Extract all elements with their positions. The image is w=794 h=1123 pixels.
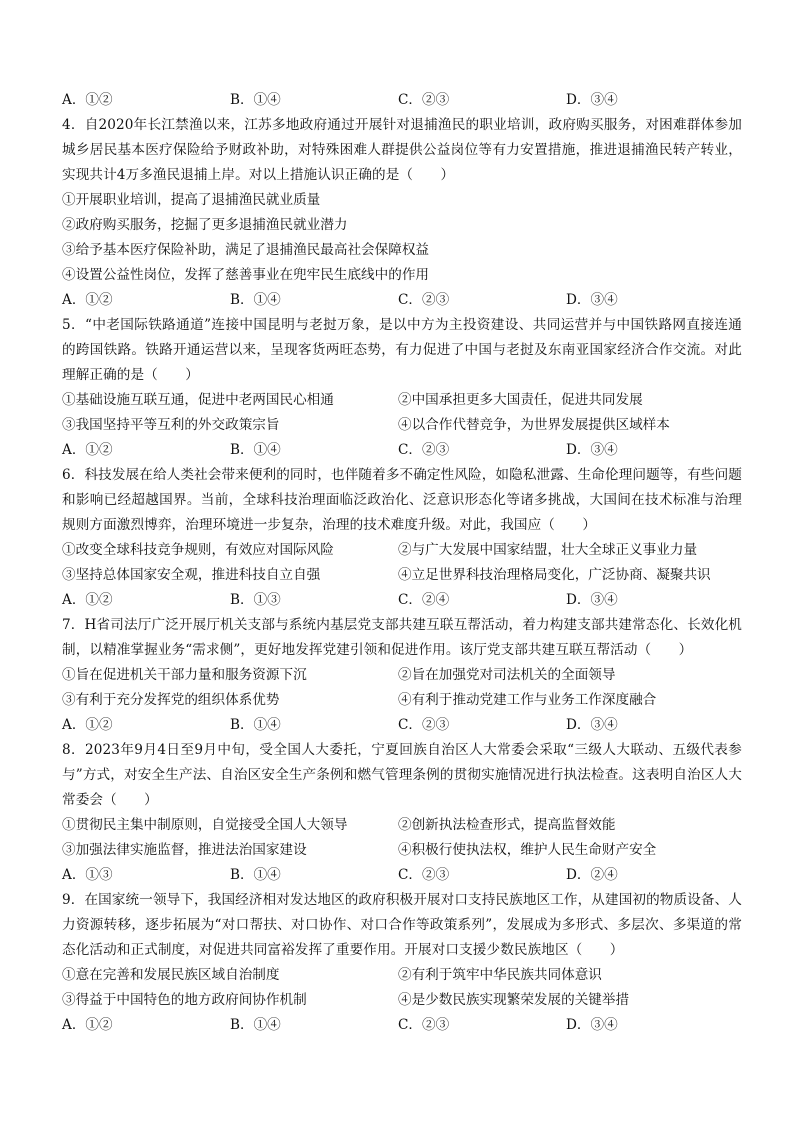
question-5 [62, 313, 742, 463]
q5-stem: 5．“中老国际铁路通道”连接中国昆明与老挝万象，是以中方为主投资建设、共同运营并与中国铁路网直接连通的跨国铁路。铁路开通运营以来，呈现客货两旺态势，有力促进了中国与老挝及东南亚国家经济合作交流。对此理解正确的是（ ） [62, 317, 742, 383]
q7-item-1: ①旨在促进机关干部力量和服务资源下沉 [62, 667, 307, 683]
q4-item-1: ①开展职业培训，提高了退捕渔民就业质量 [62, 192, 321, 208]
q8-item-1: ①贯彻民主集中制原则，自觉接受全国人大领导 [62, 817, 348, 833]
q6-item-4: ④立足世界科技治理格局变化，广泛协商、凝聚共识 [398, 567, 711, 583]
q7-option-d: D．③④ [566, 717, 618, 733]
q8-option-a: A．①③ [62, 867, 113, 883]
q5-item-4: ④以合作代替竞争，为世界发展提供区域样本 [398, 417, 670, 433]
q5-option-a: A．①② [62, 442, 113, 458]
question-7 [62, 613, 742, 738]
q9-items-row-1 [62, 963, 742, 988]
q9-option-b: B．①④ [230, 1017, 281, 1033]
q8-items-row-1 [62, 813, 742, 838]
question-4 [62, 113, 742, 313]
q6-option-b: B．①③ [230, 592, 281, 608]
q6-item-1: ①改变全球科技竞争规则，有效应对国际风险 [62, 542, 334, 558]
q6-item-3: ③坚持总体国家安全观，推进科技自立自强 [62, 567, 321, 583]
q6-options [62, 588, 742, 613]
q5-option-b: B．①④ [230, 442, 281, 458]
q8-option-c: C．②③ [398, 867, 450, 883]
q5-item-3: ③我国坚持平等互利的外交政策宗旨 [62, 417, 280, 433]
q7-items-row-1 [62, 663, 742, 688]
q4-item-3: ③给予基本医疗保险补助，满足了退捕渔民最高社会保障权益 [62, 242, 430, 258]
q7-option-c: C．②③ [398, 717, 450, 733]
q8-option-d: D．②④ [566, 867, 618, 883]
q3-option-d: D．③④ [566, 92, 618, 108]
q7-options [62, 713, 742, 738]
q3-options [62, 88, 742, 113]
q9-option-c: C．②③ [398, 1017, 450, 1033]
q6-option-a: A．①② [62, 592, 113, 608]
q4-option-c: C．②③ [398, 292, 450, 308]
q7-stem: 7．H省司法厅广泛开展厅机关支部与系统内基层党支部共建互联互帮活动，着力构建支部共建常态化、长效化机制，以精准掌握业务“需求侧”，更好地发挥党建引领和促进作用。该厅党支部共建互联互帮活动（ ） [62, 617, 742, 658]
q7-option-a: A．①② [62, 717, 113, 733]
q6-option-d: D．③④ [566, 592, 618, 608]
q9-item-3: ③得益于中国特色的地方政府间协作机制 [62, 992, 307, 1008]
q6-items-row-2 [62, 563, 742, 588]
q6-item-2: ②与广大发展中国家结盟，壮大全球正义事业力量 [398, 542, 698, 558]
question-6 [62, 463, 742, 613]
q8-option-b: B．①④ [230, 867, 281, 883]
q4-option-b: B．①④ [230, 292, 281, 308]
q9-stem: 9．在国家统一领导下，我国经济相对发达地区的政府积极开展对口支持民族地区工作，从建国初的物质设备、人力资源转移，逐步拓展为“对口帮扶、对口协作、对口合作等政策系列”，发展成为多形式、多层次、多渠道的常态化活动和正式制度，对促进共同富裕发挥了重要作用。开展对口支援少数民族地区（ ） [62, 892, 742, 958]
q8-item-4: ④积极行使执法权，维护人民生命财产安全 [398, 842, 657, 858]
q9-options [62, 1013, 742, 1038]
q4-option-a: A．①② [62, 292, 113, 308]
q6-option-c: C．②④ [398, 592, 450, 608]
q8-stem: 8．2023年9月4日至9月中旬，受全国人大委托，宁夏回族自治区人大常委会采取“三级人大联动、五级代表参与”方式，对安全生产法、自治区安全生产条例和燃气管理条例的贯彻实施情况进行执法检查。这表明自治区人大常委会（ ） [62, 742, 742, 808]
q4-option-d: D．③④ [566, 292, 618, 308]
q7-item-3: ③有利于充分发挥党的组织体系优势 [62, 692, 280, 708]
q7-option-b: B．①④ [230, 717, 281, 733]
q8-item-2: ②创新执法检查形式，提高监督效能 [398, 817, 616, 833]
q9-items-row-2 [62, 988, 742, 1013]
q3-option-c: C．②③ [398, 92, 450, 108]
q4-stem: 4．自2020年长江禁渔以来，江苏多地政府通过开展针对退捕渔民的职业培训，政府购买服务，对困难群体参加城乡居民基本医疗保险给予财政补助，对特殊困难人群提供公益岗位等有力安置措施，推进退捕渔民转产转业，实现共计4万多渔民退捕上岸。对以上措施认识正确的是（ ） [62, 117, 742, 183]
q7-items-row-2 [62, 688, 742, 713]
q9-item-4: ④是少数民族实现繁荣发展的关键举措 [398, 992, 630, 1008]
q3-option-b: B．①④ [230, 92, 281, 108]
q4-options [62, 288, 742, 313]
q4-item-4: ④设置公益性岗位，发挥了慈善事业在兜牢民生底线中的作用 [62, 267, 430, 283]
q5-option-d: D．③④ [566, 442, 618, 458]
q8-options [62, 863, 742, 888]
q6-items-row-1 [62, 538, 742, 563]
q4-item-2: ②政府购买服务，挖掘了更多退捕渔民就业潜力 [62, 217, 348, 233]
q9-item-1: ①意在完善和发展民族区域自治制度 [62, 967, 280, 983]
q5-option-c: C．②③ [398, 442, 450, 458]
q9-option-a: A．①② [62, 1017, 113, 1033]
q9-option-d: D．③④ [566, 1017, 618, 1033]
q6-stem: 6．科技发展在给人类社会带来便利的同时，也伴随着多不确定性风险，如隐私泄露、生命伦理问题等，有些问题和影响已经超越国界。当前，全球科技治理面临泛政治化、泛意识形态化等诸多挑战，大国间在技术标准与治理规则方面激烈博弈，治理环境进一步复杂，治理的技术难度升级。对此，我国应（ ） [62, 467, 742, 533]
q5-items-row-1 [62, 388, 742, 413]
q3-option-a: A．①② [62, 92, 113, 108]
q5-options [62, 438, 742, 463]
q8-items-row-2 [62, 838, 742, 863]
q5-item-1: ①基础设施互联互通，促进中老两国民心相通 [62, 392, 334, 408]
q9-item-2: ②有利于筑牢中华民族共同体意识 [398, 967, 602, 983]
question-9 [62, 888, 742, 1038]
q7-item-2: ②旨在加强党对司法机关的全面领导 [398, 667, 616, 683]
q5-item-2: ②中国承担更多大国责任，促进共同发展 [398, 392, 643, 408]
q5-items-row-2 [62, 413, 742, 438]
exam-page [62, 88, 742, 1038]
question-8 [62, 738, 742, 888]
q7-item-4: ④有利于推动党建工作与业务工作深度融合 [398, 692, 657, 708]
q8-item-3: ③加强法律实施监督，推进法治国家建设 [62, 842, 307, 858]
